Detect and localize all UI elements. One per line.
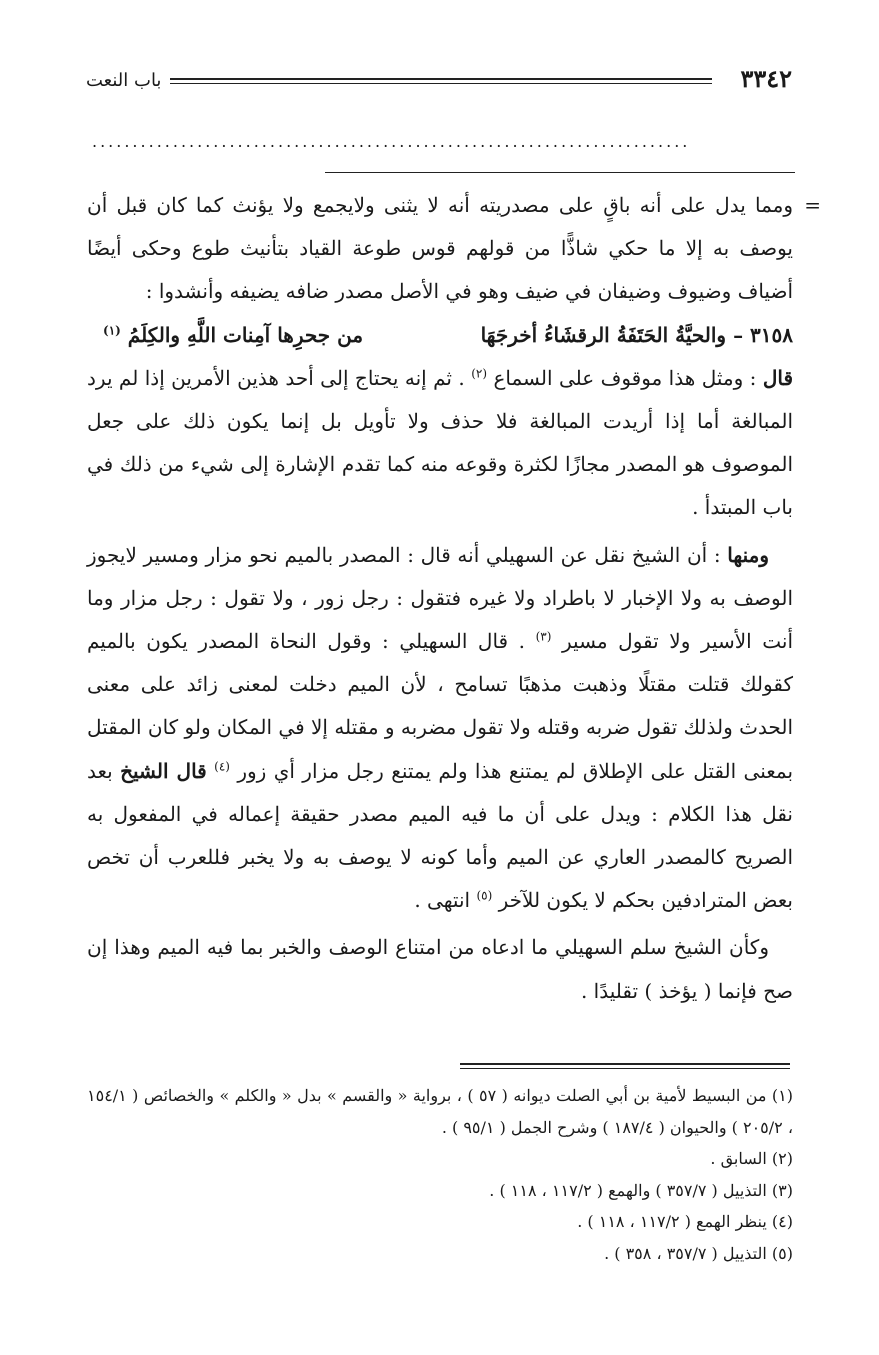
footnote-3: (٣) التذييل ( ٣٥٧/٧ ) والهمع ( ١١٧/٢ ، ١١٨ ) . — [489, 1180, 793, 1200]
paragraph-3-text-a: : أن الشيخ نقل عن السهيلي أنه قال : المصدر بالميم نحو مزار ومسير لايجوز الوصف به ولا الإخبار لا باطراد ولا غيره فتقول : رجل زور ، ولا تقول : رجل مزار وما أنت الأسير ولا تقول مسير — [87, 542, 794, 654]
footnote-rule-thin — [460, 1068, 790, 1069]
verse-first-hemistich-group — [481, 314, 793, 357]
paragraph-1: ومما يدل على أنه باقٍ على مصدريته أنه لا يثنى ولايجمع ولا يؤنث كما كان قبل أن يوصف به إلا ما حكي شاذًّا من قولهم قوس طوعة القياد بتأنيث طوع وحكى أيضًا أضياف وضيوف وضيفان في ضيف وهو في الأصل مصدر ضافه يضيفه وأنشدوا : — [87, 193, 793, 304]
paragraph-3-label: ومنها — [727, 542, 769, 567]
footnote-ref-5: (٥) — [476, 888, 493, 903]
paragraph-3-label-2: قال الشيخ — [120, 758, 207, 783]
verse-second-hemistich-group — [103, 314, 363, 357]
paragraph-2-label: قال — [762, 365, 794, 390]
footnote-5: (٥) التذييل ( ٣٥٧/٧ ، ٣٥٨ ) . — [604, 1243, 793, 1263]
footnote-4: (٤) ينظر الهمع ( ١١٧/٢ ، ١١٨ ) . — [577, 1212, 793, 1231]
footnote-ref-3: (٣) — [535, 629, 552, 644]
verse-second-hemistich: من جحرِها آمِنات اللَّهِ والكِلَمُ — [127, 322, 364, 347]
paragraph-2-text-b: . ثم إنه يحتاج إلى أحد هذين الأمرين إذا لم يرد المبالغة أما إذا أريدت المبالغة فلا حذف ولا تأويل بل إنما يكون ذلك على جعل الموصوف هو المصدر مجازًا لكثرة وقوعه منه كما تقدم الإشارة إلى شيء من ذلك في باب المبتدأ . — [87, 365, 793, 520]
chapter-title: باب النعت — [86, 70, 162, 91]
paragraph-3-text-d: انتهى . — [414, 888, 471, 913]
verse-number: ٣١٥٨ – — [733, 322, 793, 347]
continuation-mark: = — [804, 193, 821, 217]
paragraph-4: وكأن الشيخ سلم السهيلي ما ادعاه من امتناع الوصف والخبر بما فيه الميم وهذا إن صح فإنما ( يؤخذ ) تقليدًا . — [87, 935, 793, 1003]
footnote-2: (٢) السابق . — [710, 1149, 793, 1168]
footnote-1: (١) من البسيط لأمية بن أبي الصلت ديوانه ( ٥٧ ) ، برواية « والقسم » بدل « والكلم » والخصائص ( ١٥٤/١ ، ٢٠٥/٢ ) والحيوان ( ١٨٧/٤ ) وشرح الجمل ( ٩٥/١ ) . — [87, 1086, 794, 1137]
main-text — [87, 184, 821, 1013]
paragraph-3-text-c: بعد نقل هذا الكلام : ويدل على أن ما فيه الميم مصدر حقيقة إعماله في المفعول به الصريح كالمصدر العاري عن الميم وأما كونه لا يوصف به ولا يخبر فللعرب أن تخص بعض المترادفين بحكم لا يكون للآخر — [87, 758, 793, 913]
page-number: ٣٣٤٢ — [740, 64, 792, 93]
paragraph-2-text-a: : ومثل هذا موقوف على السماع — [493, 365, 757, 390]
page-header — [86, 62, 792, 102]
omission-dots: .......................................................................... — [92, 132, 691, 151]
paragraph-2 — [87, 357, 793, 530]
footnote-ref-4: (٤) — [214, 758, 230, 773]
separator-rule — [325, 172, 795, 173]
header-rule-thin — [170, 83, 712, 84]
footnote-ref-1: (١) — [103, 322, 121, 337]
footnote-ref-2: (٢) — [471, 366, 488, 381]
poetry-verse — [87, 314, 793, 357]
paragraph-3-text-b: . قال السهيلي : وقول النحاة المصدر يكون بالميم كقولك قتلت مقتلًا وذهبت مذهبًا تسامح ، لأن الميم دخلت لمعنى زائد على معنى الحدث ولذلك تقول ضربه وقتله ولا تقول مضربه و مقتله إلا في المكان ولو كان المقتل بمعنى القتل على الإطلاق لم يمتنع هذا ولم يمتنع رجل مزار أي زور — [87, 629, 794, 783]
footnotes — [87, 1080, 793, 1269]
verse-first-hemistich: والحيَّةُ الحَتَفَةُ الرقشَاءُ أخرجَهَا — [480, 322, 727, 347]
footnote-rule — [460, 1063, 790, 1065]
header-rule — [170, 78, 712, 80]
paragraph-3 — [87, 534, 793, 923]
